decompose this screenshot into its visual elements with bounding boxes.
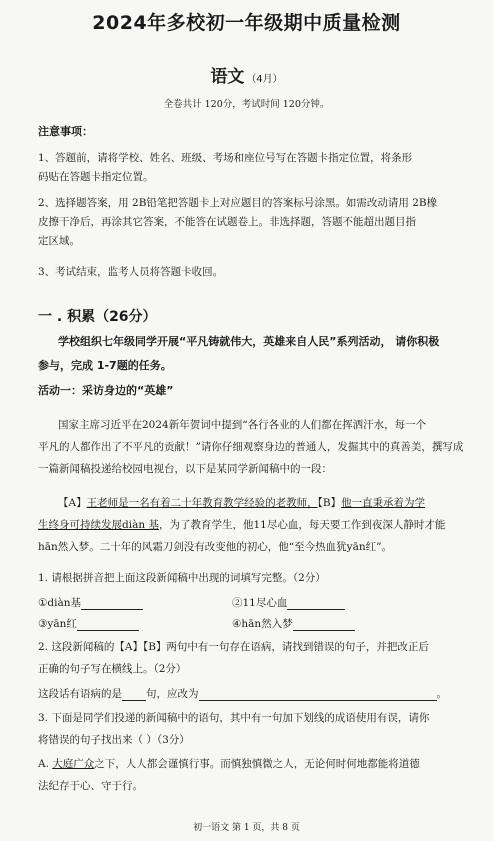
news-b-sentence: 他一直秉承着为学	[341, 497, 426, 509]
q1-option-2	[232, 596, 345, 610]
q2-prompt-a: 这段话有语病的是	[38, 688, 122, 700]
q1-option-1-label: ①diàn基	[38, 597, 82, 609]
question-2-line-3	[38, 687, 447, 701]
q3-option-a-line-1	[38, 757, 420, 771]
q2-correction-blank[interactable]	[199, 689, 437, 701]
q1-option-4-label: ④hān然入梦	[232, 618, 293, 630]
q2-sentence-blank[interactable]	[122, 689, 146, 701]
notice-item-1-line-1: 1、答题前，请将学校、姓名、班级、考场和座位号写在答题卡指定位置，将条形	[38, 152, 413, 164]
news-a-sentence: 王老师是一名有着二十年教育教学经验的老教师，	[86, 497, 318, 509]
question-3-line-2: 将错误的句子找出来（ ）（3分）	[38, 734, 190, 746]
q2-period: 。	[436, 688, 447, 700]
section-1-intro-line-2: 参与，完成 1-7题的任务。	[38, 359, 172, 372]
question-2-line-2: 正确的句子写在横线上。（2分）	[38, 663, 187, 675]
q3-option-a-line-2: 法纪存于心、守于行。	[38, 780, 143, 792]
q2-prompt-b: 句，应改为	[146, 688, 199, 700]
q3-option-a-idiom: 大庭广众	[52, 758, 95, 770]
page-footer: 初一语文 第 1 页，共 8 页	[193, 823, 300, 833]
q1-answer-blank-4[interactable]	[293, 619, 355, 631]
notice-item-1-line-2: 码贴在答题卡指定位置。	[38, 171, 154, 183]
paragraph-1-line-1: 国家主席习近平在2024新年贺词中提到“各行各业的人们都在挥洒汗水，每一个	[58, 419, 427, 431]
notice-item-2-line-3: 定区域。	[38, 235, 80, 247]
exam-title: 2024年多校初一年级期中质量检测	[92, 12, 401, 34]
paragraph-1-line-3: 一篇新闻稿投递给校园电视台，以下是某同学新闻稿中的一段：	[38, 463, 332, 475]
section-1-heading: 一 . 积累（26分）	[38, 309, 157, 325]
news-line-2	[38, 518, 445, 532]
q1-option-2-label: ②11尽心血	[232, 597, 288, 609]
news-b-sentence-cont: 生终身可持续发展diàn 基	[38, 519, 159, 531]
q1-option-3-label: ③yān红	[38, 618, 77, 630]
paragraph-1-line-2: 平凡的人都作出了不平凡的贡献！”请你仔细观察身边的普通人，发掘其中的真善美，撰写成	[38, 441, 464, 453]
question-1: 1. 请根据拼音把上面这段新闻稿中出现的词填写完整。（2分）	[38, 572, 326, 584]
notice-item-2-line-1: 2、选择题答案，用 2B铅笔把答题卡上对应题目的答案标号涂黑。如需改动请用 2B橡	[38, 197, 438, 209]
q1-option-3	[38, 617, 139, 631]
q1-answer-blank-2[interactable]	[287, 598, 345, 610]
section-1-intro-line-1: 学校组织七年级同学开展“平凡铸就伟大，英雄来自人民”系列活动， 请你积极	[58, 335, 440, 348]
q1-answer-blank-1[interactable]	[81, 598, 143, 610]
subject-title	[0, 62, 493, 87]
notice-item-3: 3、考试结束，监考人员将答题卡收回。	[38, 266, 224, 278]
question-2-line-1: 2. 这段新闻稿的【A】【B】两句中有一句存在语病，请找到错误的句子，并把改正后	[38, 641, 429, 653]
subject-name: 语文	[210, 67, 245, 87]
news-line-3: hān然入梦。二十年的风霜刀剑没有改变他的初心，他“至今热血犹yān红”。	[38, 541, 392, 553]
q1-answer-blank-3[interactable]	[77, 619, 139, 631]
news-b-tag: 【B】	[317, 497, 342, 509]
q1-option-1	[38, 596, 143, 610]
exam-info: 全卷共计 120分，考试时间 120分钟。	[163, 99, 330, 110]
news-line-2-rest: ，为了教育学生，他11尽心血，每天要工作到夜深人静时才能	[158, 519, 446, 531]
news-line-1	[58, 496, 425, 510]
q3-option-a-text: 之下，人人都会谨慎行事。而慎独慎微之人，无论何时何地都能将道德	[94, 758, 420, 770]
question-3-line-1: 3. 下面是同学们投递的新闻稿中的语句，其中有一句加下划线的成语使用有误，请你	[38, 712, 430, 724]
notice-item-2-line-2: 皮擦干净后，再涂其它答案，不能答在试题卷上。非选择题，答题不能超出题目指	[38, 216, 416, 228]
activity-1-heading: 活动一：采访身边的“英雄”	[38, 384, 174, 397]
subject-note: （4月）	[246, 74, 283, 85]
news-a-tag: 【A】	[58, 497, 87, 509]
q3-option-a-label: A.	[38, 758, 53, 770]
q1-option-4	[232, 617, 355, 631]
notice-heading: 注意事项：	[38, 125, 93, 138]
